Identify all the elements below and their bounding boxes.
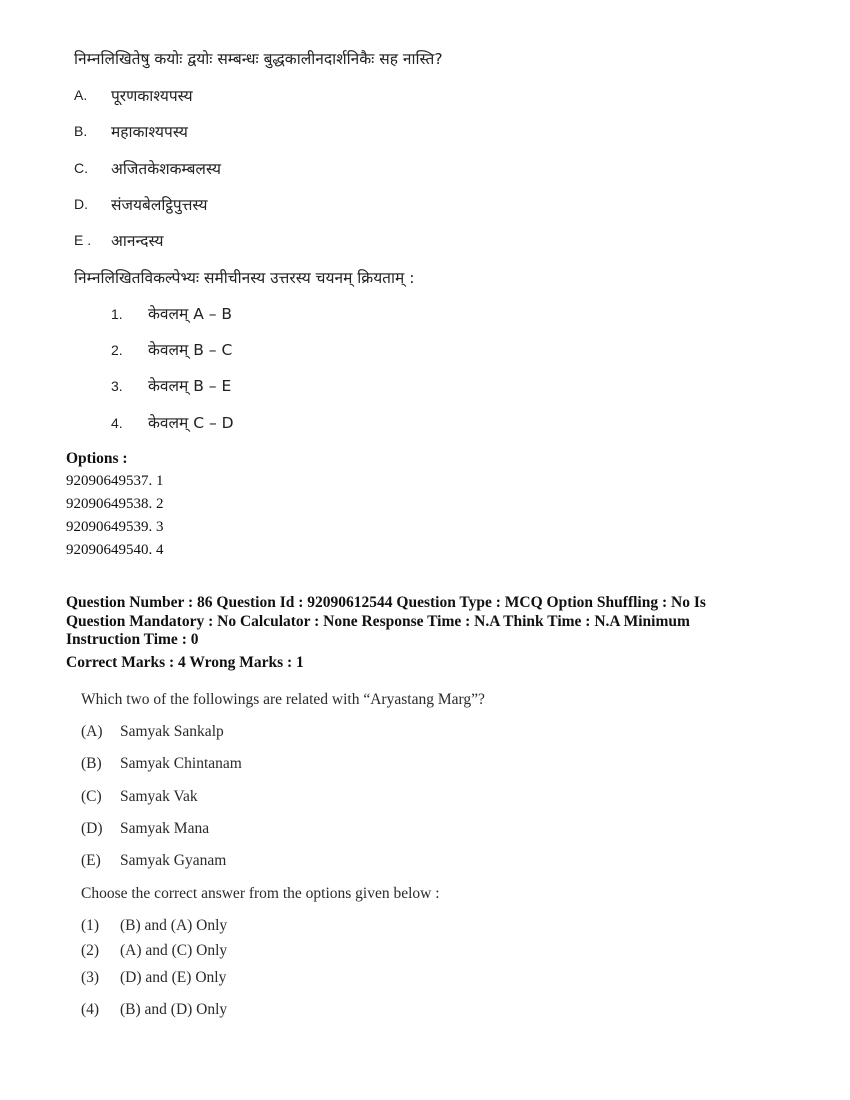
q86-option-text-c: Samyak Vak (120, 788, 198, 805)
q86-choice-text-2: (A) and (C) Only (120, 942, 228, 959)
choice-label-3: 3. (111, 378, 123, 394)
q86-option-label-b: (B) (81, 755, 102, 772)
question-marks: Correct Marks : 4 Wrong Marks : 1 (66, 654, 304, 671)
q86-option-label-e: (E) (81, 852, 101, 869)
choice-text-2: केवलम् B – C (148, 341, 233, 359)
option-label-e: E . (74, 232, 92, 248)
q86-option-text-a: Samyak Sankalp (120, 723, 224, 740)
q86-choice-label-2: (2) (81, 942, 100, 959)
option-id-4: 92090649540. 4 (66, 542, 164, 558)
options-heading: Options : (66, 450, 128, 467)
q86-option-label-d: (D) (81, 820, 103, 837)
choice-label-2: 2. (111, 342, 123, 358)
q86-choice-text-1: (B) and (A) Only (120, 917, 228, 934)
option-text-a: पूरणकाश्यपस्य (111, 87, 193, 105)
q86-option-label-c: (C) (81, 788, 102, 805)
question-meta-line-1: Question Number : 86 Question Id : 92090612544 Question Type : MCQ Option Shuffling : No Is (66, 594, 706, 611)
q86-option-text-d: Samyak Mana (120, 820, 210, 837)
option-text-e: आनन्दस्य (111, 232, 164, 250)
choice-label-4: 4. (111, 415, 123, 431)
option-id-2: 92090649538. 2 (66, 496, 164, 512)
option-text-c: अजितकेशकम्बलस्य (111, 160, 221, 178)
option-label-b: B. (74, 123, 88, 139)
question-85-instruction: निम्नलिखितविकल्पेभ्यः समीचीनस्य उत्तरस्य चयनम् क्रियताम् : (74, 269, 415, 287)
option-text-b: महाकाश्यपस्य (111, 123, 188, 141)
choice-text-4: केवलम् C – D (148, 414, 234, 432)
option-id-1: 92090649537. 1 (66, 473, 164, 489)
q86-choice-text-4: (B) and (D) Only (120, 1001, 228, 1018)
q86-choice-label-4: (4) (81, 1001, 100, 1018)
option-label-a: A. (74, 87, 88, 103)
choice-label-1: 1. (111, 306, 123, 322)
option-text-d: संजयबेलट्ठिपुत्तस्य (111, 196, 208, 214)
q86-choice-label-1: (1) (81, 917, 100, 934)
question-meta-line-2: Question Mandatory : No Calculator : None Response Time : N.A Think Time : N.A Minimum (66, 613, 690, 630)
choice-text-3: केवलम् B – E (148, 377, 232, 395)
q86-option-text-e: Samyak Gyanam (120, 852, 227, 869)
option-label-c: C. (74, 160, 88, 176)
option-id-3: 92090649539. 3 (66, 519, 164, 535)
question-86-instruction: Choose the correct answer from the options given below : (81, 885, 440, 902)
question-86-text: Which two of the followings are related with “Aryastang Marg”? (81, 691, 485, 708)
q86-option-label-a: (A) (81, 723, 103, 740)
question-85-text: निम्नलिखितेषु कयोः द्वयोः सम्बन्धः बुद्धकालीनदार्शनिकैः सह नास्ति? (74, 50, 443, 68)
choice-text-1: केवलम् A – B (148, 305, 233, 323)
question-meta-line-3: Instruction Time : 0 (66, 631, 199, 648)
q86-option-text-b: Samyak Chintanam (120, 755, 242, 772)
q86-choice-text-3: (D) and (E) Only (120, 969, 227, 986)
option-label-d: D. (74, 196, 88, 212)
q86-choice-label-3: (3) (81, 969, 100, 986)
